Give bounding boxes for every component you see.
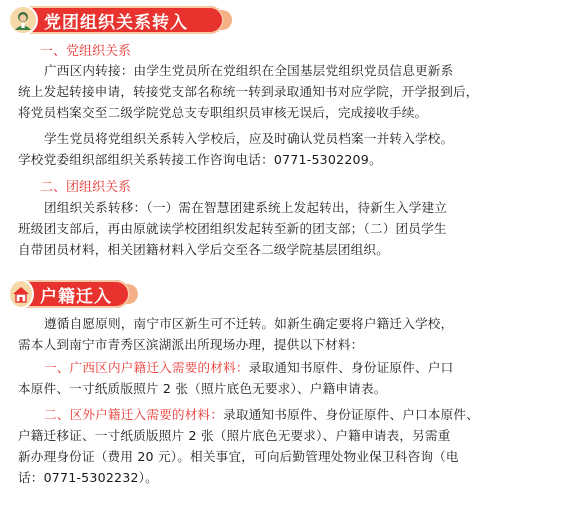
text-line <box>18 357 558 378</box>
item-label: 一、广西区内户籍迁入需要的材料： <box>44 360 249 375</box>
text-line: 班级团支部后，再由原就读学校团组织发起转至新的团支部；（二）团员学生 <box>18 221 447 236</box>
section-title: 户籍迁入 <box>40 286 112 307</box>
section-banner-party <box>10 6 224 34</box>
paragraph-household-intro <box>18 313 558 355</box>
text-line: 话：0771-5302232）。 <box>18 470 158 485</box>
text-line: 团组织关系转移：（一）需在智慧团建系统上发起转出，待新生入学建立 <box>44 200 448 215</box>
text-line <box>18 404 558 425</box>
subheading-party-org: 一、党组织关系 <box>40 44 132 59</box>
item-text: 录取通知书原件、身份证原件、户口 <box>248 360 454 375</box>
paragraph-in-region-materials <box>18 357 558 399</box>
text-line: 自带团员材料，相关团籍材料入学后交至各二级学院基层团组织。 <box>18 242 390 257</box>
text-line: 学生党员将党组织关系转入学校后，应及时确认党员档案一并转入学校。 <box>44 131 454 146</box>
text-line: 统上发起转接申请，转接党支部名称统一转到录取通知书对应学院，开学报到后， <box>18 84 479 99</box>
paragraph-party-transfer <box>18 60 558 123</box>
subheading-league-org: 二、团组织关系 <box>40 180 132 195</box>
text-line: 广西区内转接：由学生党员所在党组织在全国基层党组织党员信息更新系 <box>44 63 454 78</box>
paragraph-out-region-materials <box>18 404 558 488</box>
section-banner-household <box>10 280 130 308</box>
text-line: 需本人到南宁市青秀区滨湖派出所现场办理，提供以下材料： <box>18 337 364 352</box>
section-title: 党团组织关系转入 <box>44 12 188 33</box>
item-text: 录取通知书原件、身份证原件、户口本原件、 <box>223 407 479 422</box>
paragraph-league-transfer <box>18 197 558 260</box>
house-icon <box>8 279 34 309</box>
graduate-avatar-icon <box>8 5 38 35</box>
paragraph-party-confirm <box>18 128 558 170</box>
item-label: 二、区外户籍迁入需要的材料： <box>44 407 224 422</box>
text-line: 学校党委组织部组织关系转接工作咨询电话：0771-5302209。 <box>18 152 382 167</box>
text-line: 本原件、一寸纸质版照片 2 张（照片底色无要求）、户籍申请表。 <box>18 381 387 396</box>
text-line: 户籍迁移证、一寸纸质版照片 2 张（照片底色无要求）、户籍申请表，另需重 <box>18 428 451 443</box>
text-line: 遵循自愿原则，南宁市区新生可不迁转。如新生确定要将户籍迁入学校， <box>44 316 454 331</box>
text-line: 将党员档案交至二级学院党总支专职组织员审核无误后，完成接收手续。 <box>18 105 428 120</box>
text-line: 新办理身份证（费用 20 元）。相关事宜，可向后勤管理处物业保卫科咨询（电 <box>18 449 459 464</box>
